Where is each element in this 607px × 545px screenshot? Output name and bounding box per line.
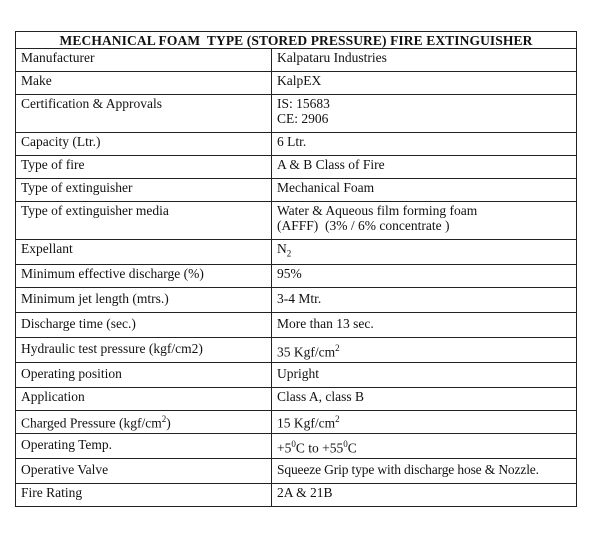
value-superscript: 2 (335, 342, 340, 353)
table-row-capacity (16, 133, 577, 156)
row-label: Expellant (16, 240, 272, 265)
row-label: Operative Valve (16, 458, 272, 483)
value-line: IS: 15683 (277, 96, 330, 111)
label-superscript: 2 (161, 413, 167, 424)
row-value: More than 13 sec. (272, 312, 577, 337)
table-row-type-of-fire (16, 156, 577, 179)
row-value: 3-4 Mtr. (272, 287, 577, 312)
table-row-charged-pressure (16, 410, 577, 433)
row-value (272, 337, 577, 362)
row-value: 2A & 21B (272, 483, 577, 506)
value-line: (AFFF) (3% / 6% concentrate ) (277, 218, 450, 233)
row-value (272, 410, 577, 433)
table-row-operative-valve (16, 458, 577, 483)
table-row-hydraulic-test (16, 337, 577, 362)
row-value: 6 Ltr. (272, 133, 577, 156)
spec-table (15, 31, 577, 507)
row-value: Upright (272, 362, 577, 387)
table-row-application (16, 387, 577, 410)
table-title: MECHANICAL FOAM TYPE (STORED PRESSURE) FIRE EXTINGUISHER (16, 32, 577, 49)
row-label: Certification & Approvals (16, 95, 272, 133)
value-superscript: 0 (343, 438, 348, 449)
row-label: Minimum effective discharge (%) (16, 264, 272, 287)
value-text: N (277, 241, 287, 256)
table-row-minimum-discharge (16, 264, 577, 287)
row-label: Fire Rating (16, 483, 272, 506)
spec-sheet (15, 31, 576, 507)
table-title-row (16, 32, 577, 49)
row-value: 95% (272, 264, 577, 287)
row-label: Manufacturer (16, 49, 272, 72)
value-text: 15 Kgf/cm (277, 415, 336, 431)
row-label: Application (16, 387, 272, 410)
row-label: Type of extinguisher media (16, 202, 272, 240)
table-row-discharge-time (16, 312, 577, 337)
row-label (16, 410, 272, 433)
table-row-manufacturer (16, 49, 577, 72)
label-text: Charged Pressure (kgf/cm (21, 415, 162, 431)
table-row-operating-temp (16, 433, 577, 458)
value-text: C (347, 440, 357, 456)
value-subscript: 2 (286, 248, 292, 259)
value-line: Water & Aqueous film forming foam (277, 203, 478, 218)
value-text: +5 (277, 440, 292, 456)
table-row-extinguisher-media (16, 202, 577, 240)
row-label: Discharge time (sec.) (16, 312, 272, 337)
row-value (272, 95, 577, 133)
table-row-jet-length (16, 287, 577, 312)
table-row-fire-rating (16, 483, 577, 506)
row-label: Type of extinguisher (16, 179, 272, 202)
table-row-certification (16, 95, 577, 133)
value-text: 35 Kgf/cm (277, 344, 336, 360)
row-label: Operating position (16, 362, 272, 387)
label-text: ) (166, 415, 171, 431)
row-value: Squeeze Grip type with discharge hose & Nozzle. (272, 458, 577, 483)
row-value: A & B Class of Fire (272, 156, 577, 179)
row-value: Class A, class B (272, 387, 577, 410)
row-label: Capacity (Ltr.) (16, 133, 272, 156)
row-label: Make (16, 72, 272, 95)
table-row-operating-position (16, 362, 577, 387)
row-label: Type of fire (16, 156, 272, 179)
row-label: Hydraulic test pressure (kgf/cm2) (16, 337, 272, 362)
row-label: Minimum jet length (mtrs.) (16, 287, 272, 312)
row-value (272, 202, 577, 240)
table-row-expellant (16, 240, 577, 265)
value-superscript: 2 (335, 413, 340, 424)
row-value: Kalpataru Industries (272, 49, 577, 72)
row-label: Operating Temp. (16, 433, 272, 458)
value-superscript: 0 (291, 438, 296, 449)
row-value: Mechanical Foam (272, 179, 577, 202)
row-value (272, 240, 577, 265)
table-row-make (16, 72, 577, 95)
value-line: CE: 2906 (277, 111, 329, 126)
value-text: C to +55 (295, 440, 344, 456)
row-value (272, 433, 577, 458)
row-value: KalpEX (272, 72, 577, 95)
table-row-type-of-extinguisher (16, 179, 577, 202)
